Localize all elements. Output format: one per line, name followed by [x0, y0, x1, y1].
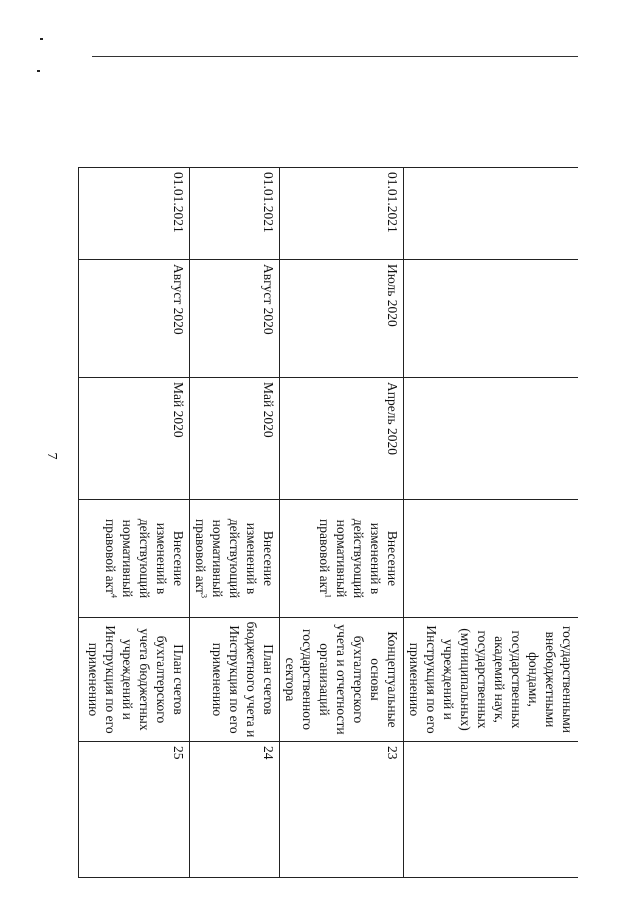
action-text: Внесение изменений в действующий нормативный правовой акт	[317, 518, 400, 599]
cell-num: 25	[79, 742, 190, 878]
cell-end: Август 2020	[79, 260, 190, 378]
cell-end	[404, 260, 579, 378]
cell-effective	[404, 168, 579, 260]
cell-end: Июль 2020	[280, 260, 404, 378]
table-row	[190, 168, 280, 878]
cell-action	[280, 500, 404, 618]
cell-num: 23	[280, 742, 404, 878]
cell-title: Концептуальные основы бухгалтерского учета и отчетности организаций государственного сектора	[280, 618, 404, 742]
cell-effective: 01.01.2021	[190, 168, 280, 260]
cell-start: Апрель 2020	[280, 378, 404, 500]
cell-num: 24	[190, 742, 280, 878]
action-text: Внесение изменений в действующий нормативный правовой акт	[103, 518, 186, 599]
cell-start	[404, 378, 579, 500]
cell-start: Май 2020	[190, 378, 280, 500]
table-row	[404, 168, 579, 878]
cell-title: План счетов бюджетного учета и Инструкция по его применению	[190, 618, 280, 742]
cell-action	[190, 500, 280, 618]
footnote-marker: 1	[323, 593, 333, 598]
cell-effective: 01.01.2021	[79, 168, 190, 260]
scan-speck	[37, 70, 40, 72]
table-row	[280, 168, 404, 878]
footnote-marker: 4	[109, 593, 119, 598]
cell-title: государственными внебюджетными фондами, государственных академий наук, государственных (муниципальных) учреждений и Инструкция по его применению	[404, 618, 579, 742]
header-rule	[92, 56, 578, 57]
table-row	[79, 168, 190, 878]
cell-action	[404, 500, 579, 618]
action-text: Внесение изменений в действующий нормативный правовой акт	[193, 518, 276, 599]
cell-title: План счетов бухгалтерского учета бюджетных учреждений и Инструкция по его применению	[79, 618, 190, 742]
cell-effective: 01.01.2021	[280, 168, 404, 260]
cell-start: Май 2020	[79, 378, 190, 500]
footnote-marker: 3	[199, 593, 209, 598]
regulation-table	[78, 167, 578, 878]
cell-num	[404, 742, 579, 878]
page-number: 7	[44, 452, 59, 460]
scan-speck	[40, 38, 43, 40]
cell-end: Август 2020	[190, 260, 280, 378]
table-container	[86, 167, 578, 877]
cell-action	[79, 500, 190, 618]
